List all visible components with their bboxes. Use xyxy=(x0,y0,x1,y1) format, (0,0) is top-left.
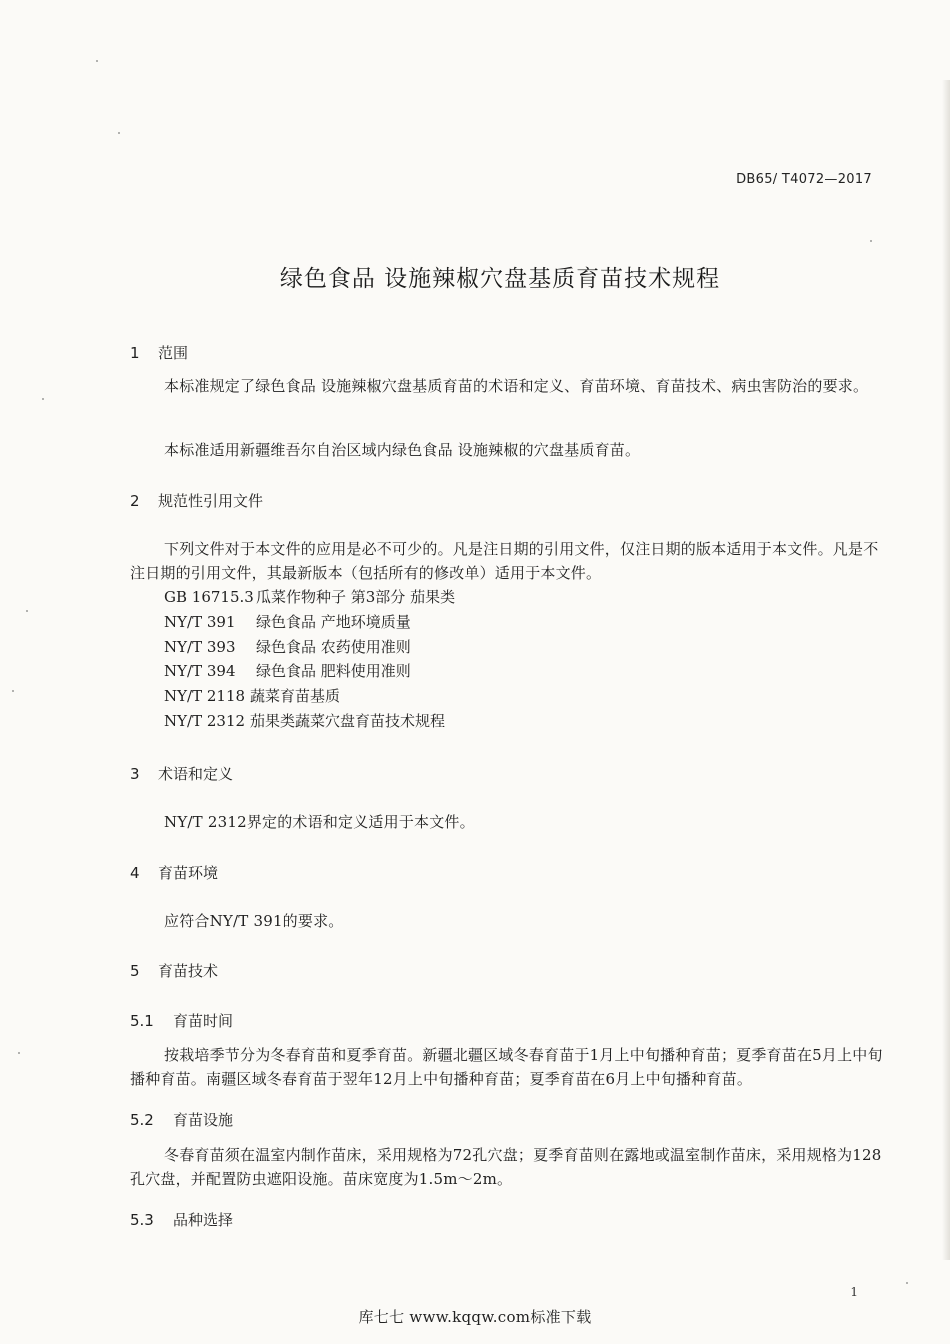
scan-speck xyxy=(870,240,872,242)
section-5-1-heading: 5.1 育苗时间 xyxy=(130,1012,234,1030)
scan-edge xyxy=(942,80,950,1260)
reference-item: NY/T 391 绿色食品 产地环境质量 xyxy=(164,612,411,631)
scan-speck xyxy=(12,690,14,692)
section-1-paragraph-2: 本标准适用新疆维吾尔自治区域内绿色食品 设施辣椒的穴盘基质育苗。 xyxy=(164,441,641,459)
section-5-3-heading: 5.3 品种选择 xyxy=(130,1211,234,1229)
reference-item: NY/T 2118 蔬菜育苗基质 xyxy=(164,687,341,706)
reference-item: NY/T 2312 茄果类蔬菜穴盘育苗技术规程 xyxy=(164,711,446,730)
scan-speck xyxy=(906,1282,908,1284)
scan-speck xyxy=(96,60,98,62)
section-4-heading: 4 育苗环境 xyxy=(130,864,219,882)
reference-item: NY/T 393 绿色食品 农药使用准则 xyxy=(164,637,411,656)
reference-list xyxy=(164,585,455,734)
section-1-paragraph-1: 本标准规定了绿色食品 设施辣椒穴盘基质育苗的术语和定义、育苗环境、育苗技术、病虫害防治的要求。 xyxy=(164,377,869,395)
standard-code: DB65/ T4072—2017 xyxy=(736,172,872,187)
document-title: 绿色食品 设施辣椒穴盘基质育苗技术规程 xyxy=(279,266,721,292)
section-3-text: NY/T 2312界定的术语和定义适用于本文件。 xyxy=(164,813,475,831)
section-1-heading: 1 范围 xyxy=(130,344,189,362)
reference-item: NY/T 394 绿色食品 肥料使用准则 xyxy=(164,662,411,681)
section-5-2-text: 冬春育苗须在温室内制作苗床，采用规格为72孔穴盘；夏季育苗则在露地或温室制作苗床，采用规格为128孔穴盘，并配置防虫遮阳设施。苗床宽度为1.5m～2m。 xyxy=(130,1146,882,1188)
section-2-heading: 2 规范性引用文件 xyxy=(130,492,264,510)
section-5-2-heading: 5.2 育苗设施 xyxy=(130,1111,234,1129)
scan-speck xyxy=(18,1052,20,1054)
section-5-heading: 5 育苗技术 xyxy=(130,962,219,980)
section-4-text: 应符合NY/T 391的要求。 xyxy=(164,912,344,930)
reference-item: GB 16715.3 瓜菜作物种子 第3部分 茄果类 xyxy=(164,588,456,606)
section-2-intro: 下列文件对于本文件的应用是必不可少的。凡是注日期的引用文件，仅注日期的版本适用于本文件。凡是不注日期的引用文件，其最新版本（包括所有的修改单）适用于本文件。 xyxy=(130,540,879,582)
section-5-1-text: 按栽培季节分为冬春育苗和夏季育苗。新疆北疆区域冬春育苗于1月上中旬播种育苗；夏季育苗在5月上中旬播种育苗。南疆区域冬春育苗于翌年12月上中旬播种育苗；夏季育苗在6月上中旬播种育苗。 xyxy=(130,1046,883,1088)
scan-speck xyxy=(26,610,28,612)
section-3-heading: 3 术语和定义 xyxy=(130,765,234,783)
page-number: 1 xyxy=(850,1285,858,1299)
footer-watermark: 库七七 www.kqqw.com标准下载 xyxy=(358,1308,592,1326)
scan-speck xyxy=(42,398,44,400)
scan-speck xyxy=(118,132,120,134)
